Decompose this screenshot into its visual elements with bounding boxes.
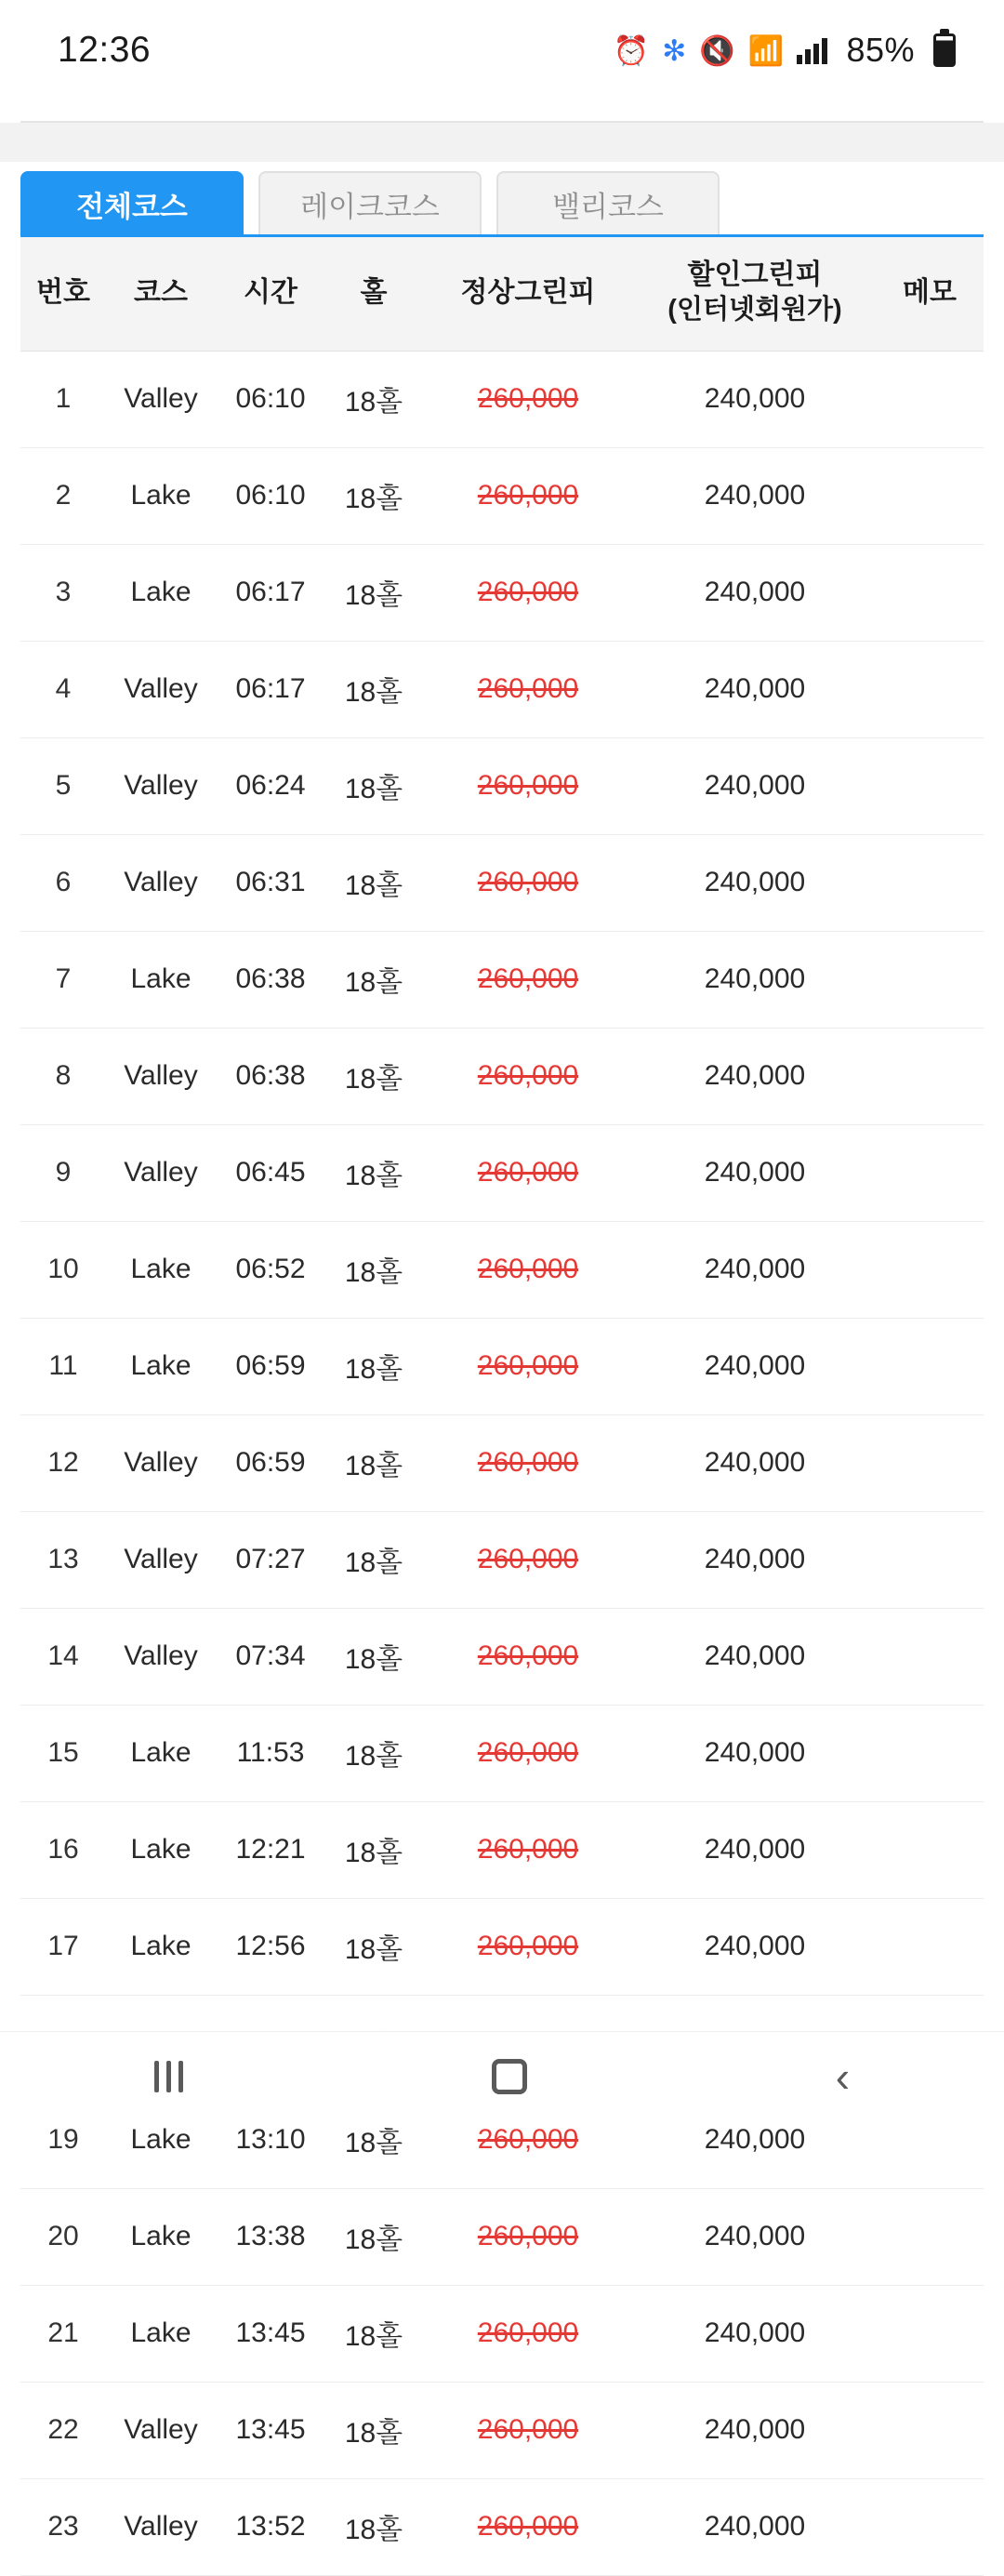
row-memo bbox=[876, 2382, 984, 2478]
row-hole: 18홀 bbox=[325, 2188, 422, 2285]
row-hole: 18홀 bbox=[325, 1705, 422, 1801]
row-course: Lake bbox=[106, 2091, 216, 2188]
row-normal-price: 260,000 bbox=[422, 1028, 634, 1124]
tee-time-table bbox=[20, 237, 984, 2576]
row-memo bbox=[876, 1511, 984, 1608]
alarm-icon: ⏰ bbox=[613, 33, 650, 67]
row-no: 1 bbox=[20, 351, 106, 447]
row-time: 06:38 bbox=[216, 1028, 325, 1124]
row-memo bbox=[876, 1318, 984, 1414]
row-hole: 18홀 bbox=[325, 1124, 422, 1221]
row-course: Valley bbox=[106, 834, 216, 931]
table-row[interactable] bbox=[20, 1608, 984, 1705]
back-icon[interactable]: ‹ bbox=[835, 2052, 851, 2101]
column-header-hole: 홀 bbox=[325, 237, 422, 351]
table-row[interactable] bbox=[20, 1028, 984, 1124]
row-course: Valley bbox=[106, 737, 216, 834]
row-course: Valley bbox=[106, 2382, 216, 2478]
row-hole: 18홀 bbox=[325, 1898, 422, 1995]
row-hole: 18홀 bbox=[325, 1511, 422, 1608]
row-normal-price: 260,000 bbox=[422, 2188, 634, 2285]
row-no: 5 bbox=[20, 737, 106, 834]
column-header-sale-price-main: 할인그린피 bbox=[687, 259, 823, 290]
table-row[interactable] bbox=[20, 1511, 984, 1608]
row-normal-price: 260,000 bbox=[422, 1705, 634, 1801]
row-normal-price: 260,000 bbox=[422, 2285, 634, 2382]
row-no: 8 bbox=[20, 1028, 106, 1124]
row-sale-price: 240,000 bbox=[634, 544, 876, 641]
row-course: Lake bbox=[106, 1705, 216, 1801]
row-no: 12 bbox=[20, 1414, 106, 1511]
row-memo bbox=[876, 641, 984, 737]
row-sale-price: 240,000 bbox=[634, 1318, 876, 1414]
row-sale-price: 240,000 bbox=[634, 931, 876, 1028]
row-normal-price: 260,000 bbox=[422, 1318, 634, 1414]
row-course: Lake bbox=[106, 544, 216, 641]
row-sale-price: 240,000 bbox=[634, 2188, 876, 2285]
column-header-no: 번호 bbox=[20, 237, 106, 351]
row-memo bbox=[876, 447, 984, 544]
row-hole: 18홀 bbox=[325, 2478, 422, 2575]
column-header-course: 코스 bbox=[106, 237, 216, 351]
row-no: 23 bbox=[20, 2478, 106, 2575]
row-no: 16 bbox=[20, 1801, 106, 1898]
row-memo bbox=[876, 1028, 984, 1124]
row-course: Valley bbox=[106, 1511, 216, 1608]
row-memo bbox=[876, 2188, 984, 2285]
row-hole: 18홀 bbox=[325, 2382, 422, 2478]
row-time: 06:38 bbox=[216, 931, 325, 1028]
row-hole: 18홀 bbox=[325, 931, 422, 1028]
row-time: 06:17 bbox=[216, 544, 325, 641]
table-row[interactable] bbox=[20, 2478, 984, 2575]
tab-all-course[interactable] bbox=[20, 171, 244, 234]
row-sale-price: 240,000 bbox=[634, 2478, 876, 2575]
tab-valley-course[interactable] bbox=[496, 171, 720, 234]
row-hole: 18홀 bbox=[325, 1608, 422, 1705]
table-row[interactable] bbox=[20, 2285, 984, 2382]
row-normal-price: 260,000 bbox=[422, 447, 634, 544]
table-row[interactable] bbox=[20, 2382, 984, 2478]
row-normal-price: 260,000 bbox=[422, 351, 634, 447]
row-hole: 18홀 bbox=[325, 1028, 422, 1124]
row-hole: 18홀 bbox=[325, 1414, 422, 1511]
row-hole: 18홀 bbox=[325, 1318, 422, 1414]
row-normal-price: 260,000 bbox=[422, 2091, 634, 2188]
row-hole: 18홀 bbox=[325, 641, 422, 737]
row-normal-price: 260,000 bbox=[422, 1511, 634, 1608]
row-normal-price: 260,000 bbox=[422, 1221, 634, 1318]
row-no: 4 bbox=[20, 641, 106, 737]
wifi-icon: 📶 bbox=[747, 33, 785, 67]
row-time: 06:52 bbox=[216, 1221, 325, 1318]
row-course: Lake bbox=[106, 1318, 216, 1414]
table-row[interactable] bbox=[20, 1801, 984, 1898]
row-sale-price: 240,000 bbox=[634, 1608, 876, 1705]
row-time: 06:59 bbox=[216, 1318, 325, 1414]
row-memo bbox=[876, 737, 984, 834]
row-memo bbox=[876, 1414, 984, 1511]
recents-icon[interactable] bbox=[154, 2061, 183, 2092]
row-time: 13:52 bbox=[216, 2478, 325, 2575]
row-no: 13 bbox=[20, 1511, 106, 1608]
row-no: 22 bbox=[20, 2382, 106, 2478]
row-memo bbox=[876, 544, 984, 641]
row-normal-price: 260,000 bbox=[422, 1801, 634, 1898]
row-no: 2 bbox=[20, 447, 106, 544]
row-no: 21 bbox=[20, 2285, 106, 2382]
status-icon-group bbox=[614, 31, 956, 70]
row-memo bbox=[876, 351, 984, 447]
column-header-time: 시간 bbox=[216, 237, 325, 351]
row-sale-price: 240,000 bbox=[634, 2285, 876, 2382]
home-icon[interactable] bbox=[492, 2059, 527, 2094]
row-no: 6 bbox=[20, 834, 106, 931]
row-no: 20 bbox=[20, 2188, 106, 2285]
row-memo bbox=[876, 1898, 984, 1995]
tab-all-course-label: 전체코스 bbox=[76, 190, 188, 223]
row-memo bbox=[876, 931, 984, 1028]
row-no: 11 bbox=[20, 1318, 106, 1414]
table-header bbox=[20, 237, 984, 351]
status-clock: 12:36 bbox=[58, 30, 152, 70]
row-time: 13:45 bbox=[216, 2382, 325, 2478]
row-normal-price: 260,000 bbox=[422, 2382, 634, 2478]
row-course: Lake bbox=[106, 931, 216, 1028]
row-sale-price: 240,000 bbox=[634, 1511, 876, 1608]
row-sale-price: 240,000 bbox=[634, 2382, 876, 2478]
row-normal-price: 260,000 bbox=[422, 1124, 634, 1221]
row-hole: 18홀 bbox=[325, 544, 422, 641]
row-no: 3 bbox=[20, 544, 106, 641]
row-sale-price: 240,000 bbox=[634, 447, 876, 544]
row-hole: 18홀 bbox=[325, 1221, 422, 1318]
row-sale-price: 240,000 bbox=[634, 2091, 876, 2188]
row-normal-price: 260,000 bbox=[422, 737, 634, 834]
row-no: 7 bbox=[20, 931, 106, 1028]
row-course: Lake bbox=[106, 2188, 216, 2285]
row-course: Lake bbox=[106, 2285, 216, 2382]
row-no: 17 bbox=[20, 1898, 106, 1995]
row-normal-price: 260,000 bbox=[422, 1898, 634, 1995]
row-hole: 18홀 bbox=[325, 737, 422, 834]
row-memo bbox=[876, 834, 984, 931]
row-sale-price: 240,000 bbox=[634, 1801, 876, 1898]
row-time: 13:10 bbox=[216, 2091, 325, 2188]
tab-lake-course-label: 레이크코스 bbox=[300, 190, 440, 223]
content-gap-strip bbox=[0, 123, 1004, 162]
row-normal-price: 260,000 bbox=[422, 2478, 634, 2575]
table-row[interactable] bbox=[20, 544, 984, 641]
row-time: 12:21 bbox=[216, 1801, 325, 1898]
row-hole: 18홀 bbox=[325, 2091, 422, 2188]
column-header-sale-price-sub: (인터넷회원가) bbox=[667, 295, 842, 325]
table-row[interactable] bbox=[20, 1898, 984, 1995]
battery-icon bbox=[933, 33, 956, 67]
row-memo bbox=[876, 1801, 984, 1898]
row-sale-price: 240,000 bbox=[634, 641, 876, 737]
row-memo bbox=[876, 1221, 984, 1318]
row-normal-price: 260,000 bbox=[422, 1608, 634, 1705]
bluetooth-icon: ✻ bbox=[662, 33, 687, 67]
row-no: 9 bbox=[20, 1124, 106, 1221]
table-row[interactable] bbox=[20, 834, 984, 931]
row-course: Lake bbox=[106, 1801, 216, 1898]
tee-time-table-wrap bbox=[20, 234, 984, 2576]
battery-percent: 85% bbox=[846, 31, 915, 69]
table-row[interactable] bbox=[20, 447, 984, 544]
mute-icon: 🔇 bbox=[699, 33, 735, 67]
row-memo bbox=[876, 2478, 984, 2575]
table-row[interactable] bbox=[20, 2188, 984, 2285]
row-hole: 18홀 bbox=[325, 834, 422, 931]
row-time: 06:10 bbox=[216, 351, 325, 447]
table-row[interactable] bbox=[20, 737, 984, 834]
row-no: 10 bbox=[20, 1221, 106, 1318]
row-course: Valley bbox=[106, 641, 216, 737]
row-course: Valley bbox=[106, 351, 216, 447]
android-nav-bar bbox=[0, 2031, 1004, 2120]
row-sale-price: 240,000 bbox=[634, 1898, 876, 1995]
table-row[interactable] bbox=[20, 1124, 984, 1221]
signal-icon bbox=[797, 36, 827, 64]
table-body bbox=[20, 351, 984, 2575]
row-time: 06:24 bbox=[216, 737, 325, 834]
row-normal-price: 260,000 bbox=[422, 931, 634, 1028]
course-tabs bbox=[0, 162, 1004, 234]
row-time: 07:34 bbox=[216, 1608, 325, 1705]
row-sale-price: 240,000 bbox=[634, 737, 876, 834]
row-sale-price: 240,000 bbox=[634, 1124, 876, 1221]
row-course: Valley bbox=[106, 2478, 216, 2575]
row-sale-price: 240,000 bbox=[634, 351, 876, 447]
row-time: 12:56 bbox=[216, 1898, 325, 1995]
tab-lake-course[interactable] bbox=[258, 171, 482, 234]
row-normal-price: 260,000 bbox=[422, 834, 634, 931]
row-course: Lake bbox=[106, 1221, 216, 1318]
row-normal-price: 260,000 bbox=[422, 1414, 634, 1511]
row-hole: 18홀 bbox=[325, 447, 422, 544]
row-no: 14 bbox=[20, 1608, 106, 1705]
row-time: 06:10 bbox=[216, 447, 325, 544]
row-normal-price: 260,000 bbox=[422, 544, 634, 641]
row-no: 19 bbox=[20, 2091, 106, 2188]
row-memo bbox=[876, 1608, 984, 1705]
status-bar bbox=[0, 0, 1004, 100]
table-header-row bbox=[20, 237, 984, 351]
row-time: 07:27 bbox=[216, 1511, 325, 1608]
table-row[interactable] bbox=[20, 1221, 984, 1318]
row-time: 11:53 bbox=[216, 1705, 325, 1801]
row-sale-price: 240,000 bbox=[634, 1414, 876, 1511]
row-no: 15 bbox=[20, 1705, 106, 1801]
table-row[interactable] bbox=[20, 1318, 984, 1414]
row-course: Valley bbox=[106, 1608, 216, 1705]
row-time: 06:45 bbox=[216, 1124, 325, 1221]
row-memo bbox=[876, 2285, 984, 2382]
row-memo bbox=[876, 1124, 984, 1221]
row-sale-price: 240,000 bbox=[634, 1221, 876, 1318]
row-hole: 18홀 bbox=[325, 351, 422, 447]
row-course: Valley bbox=[106, 1124, 216, 1221]
row-time: 13:45 bbox=[216, 2285, 325, 2382]
row-hole: 18홀 bbox=[325, 2285, 422, 2382]
row-time: 13:38 bbox=[216, 2188, 325, 2285]
table-row[interactable] bbox=[20, 351, 984, 447]
row-course: Valley bbox=[106, 1028, 216, 1124]
column-header-sale-price bbox=[634, 237, 876, 351]
column-header-memo: 메모 bbox=[876, 237, 984, 351]
table-row[interactable] bbox=[20, 1705, 984, 1801]
table-row[interactable] bbox=[20, 931, 984, 1028]
row-course: Lake bbox=[106, 447, 216, 544]
row-time: 06:17 bbox=[216, 641, 325, 737]
table-row[interactable] bbox=[20, 1414, 984, 1511]
page-top-strip bbox=[20, 100, 984, 123]
tab-valley-course-label: 밸리코스 bbox=[552, 190, 664, 223]
row-sale-price: 240,000 bbox=[634, 1028, 876, 1124]
row-course: Lake bbox=[106, 1898, 216, 1995]
column-header-normal-price: 정상그린피 bbox=[422, 237, 634, 351]
row-hole: 18홀 bbox=[325, 1801, 422, 1898]
row-time: 06:59 bbox=[216, 1414, 325, 1511]
row-sale-price: 240,000 bbox=[634, 1705, 876, 1801]
row-sale-price: 240,000 bbox=[634, 834, 876, 931]
table-row[interactable] bbox=[20, 641, 984, 737]
row-time: 06:31 bbox=[216, 834, 325, 931]
row-course: Valley bbox=[106, 1414, 216, 1511]
row-memo bbox=[876, 1705, 984, 1801]
row-normal-price: 260,000 bbox=[422, 641, 634, 737]
